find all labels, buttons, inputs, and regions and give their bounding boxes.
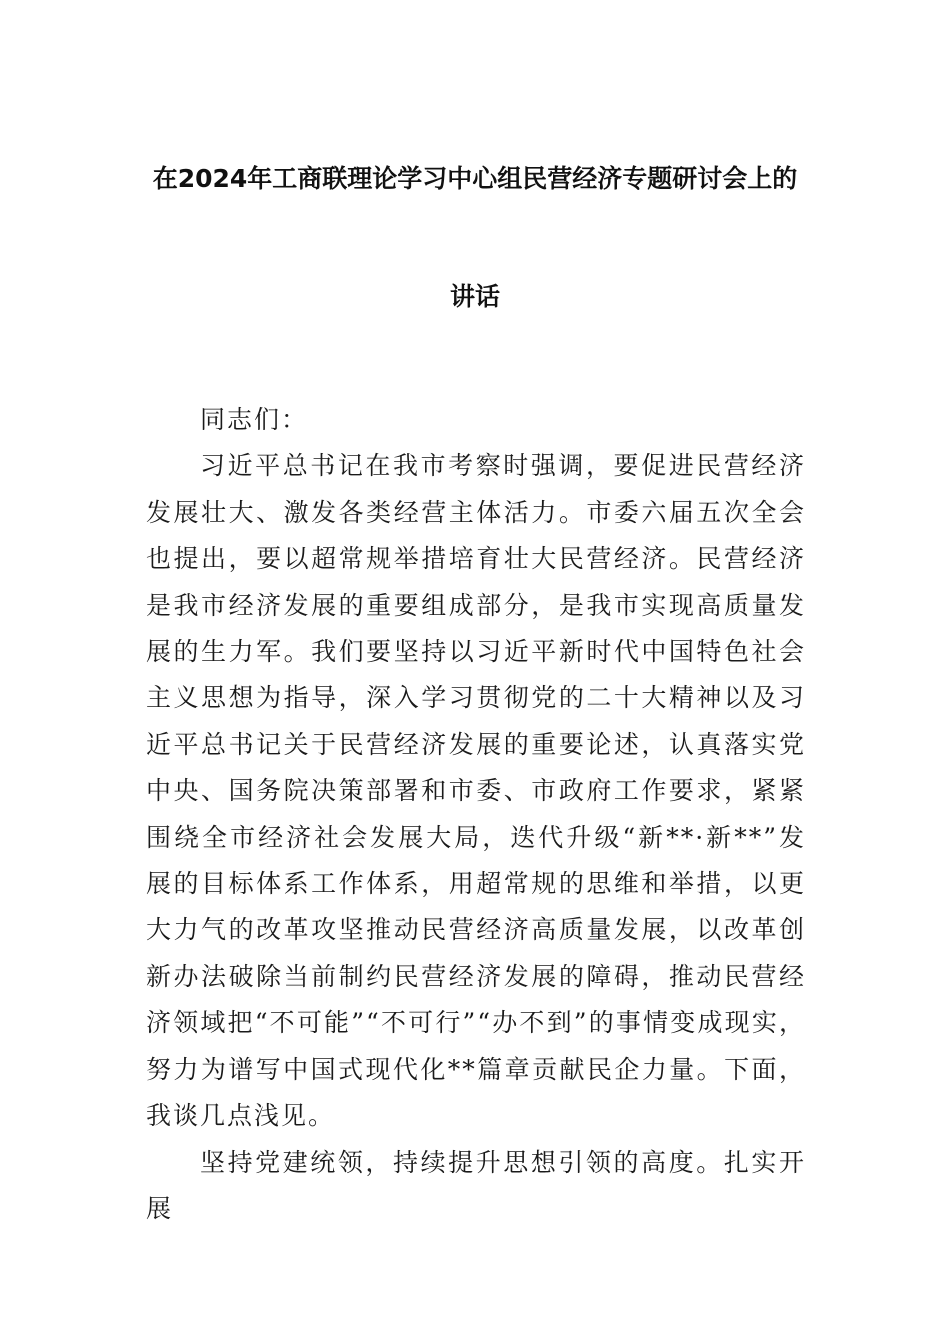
- document-body: [146, 397, 806, 1232]
- document-title-line-2: 讲话: [449, 282, 500, 311]
- salutation: 同志们：: [200, 405, 309, 434]
- document-title-line-1: 在2024年工商联理论学习中心组民营经济专题研讨会上的: [152, 164, 798, 193]
- body-paragraph-2: 坚持党建统领，持续提升思想引领的高度。扎实开展: [146, 1147, 806, 1223]
- body-paragraph-1: 习近平总书记在我市考察时强调，要促进民营经济发展壮大、激发各类经营主体活力。市委六届五次全会也提出，要以超常规举措培育壮大民营经济。民营经济是我市经济发展的重要组成部分，是我市实现高质量发展的生力军。我们要坚持以习近平新时代中国特色社会主义思想为指导，深入学习贯彻党的二十大精神以及习近平总书记关于民营经济发展的重要论述，认真落实党中央、国务院决策部署和市委、市政府工作要求，紧紧围绕全市经济社会发展大局，迭代升级“新**·新**”发展的目标体系工作体系，用超常规的思维和举措，以更大力气的改革攻坚推动民营经济高质量发展，以改革创新办法破除当前制约民营经济发展的障碍，推动民营经济领域把“不可能”“不可行”“办不到”的事情变成现实，努力为谱写中国式现代化**篇章贡献民企力量。下面，我谈几点浅见。: [146, 451, 806, 1131]
